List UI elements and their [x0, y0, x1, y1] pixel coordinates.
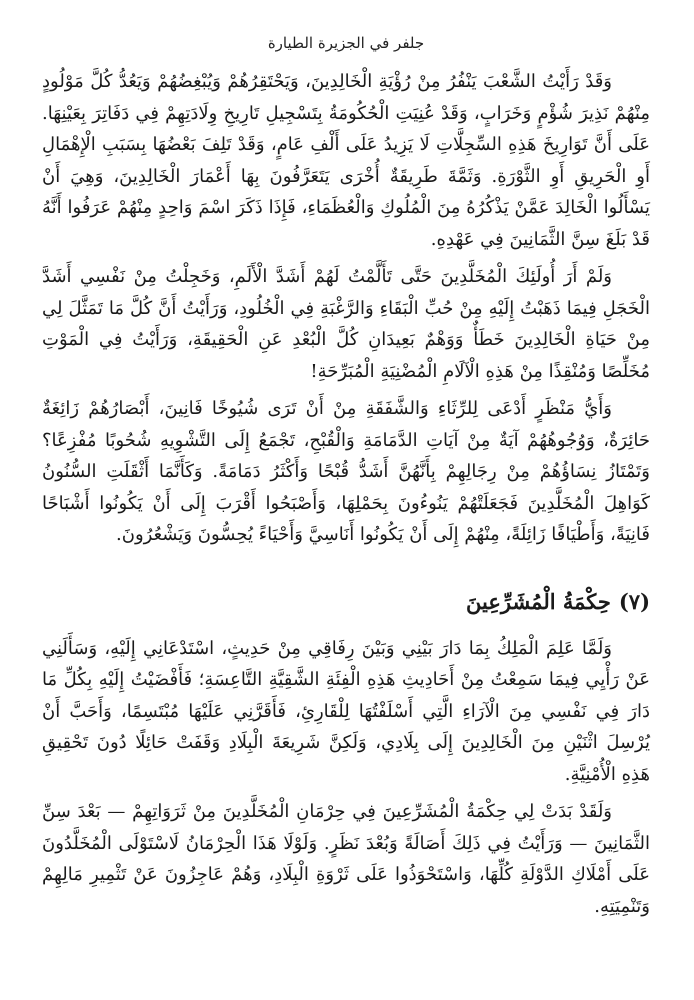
paragraph-3: وَأَيُّ مَنْظَرٍ أَدْعَى لِلرِّثَاءِ وَالشَّفَقَةِ مِنْ أَنْ تَرَى شُيُوخًا فَانِينَ، أَبْصَارُهُمْ زَائِغَةٌ حَائِرَةٌ، وَوُجُوهُهُمْ آيَةٌ مِنْ آيَاتِ الدَّمَامَةِ وَالْقُبْحِ، تَجْمَعُ إِلَى التَّشْوِيهِ شُحُوبًا مُفْزِعًا؟ وَتَمْتَازُ نِسَاؤُهُمْ مِنْ رِجَالِهِمْ بِأَنَّهُنَّ أَشَدُّ قُبْحًا وَأَكْثَرُ دَمَامَةً. وَكَأَنَّمَا أَثْقَلَتِ السُّنُونُ كَوَاهِلَ الْمُخَلَّدِينَ فَجَعَلَتْهُمْ يَنُوءُونَ بِحَمْلِهَا، وَأَصْبَحُوا أَقْرَبَ إِلَى أَنْ يَكُونُوا أَشْبَاحًا فَانِيَةً، وَأَطْيَافًا زَائِلَةً، مِنْهُمْ إِلَى أَنْ يَكُونُوا أَنَاسِيَّ وَأَحْيَاءً يُحِسُّونَ وَيَشْعُرُونَ. — [42, 398, 650, 545]
running-header: جلفر في الجزيرة الطيارة — [267, 34, 425, 52]
section-title: حِكْمَةُ الْمُشَرِّعِينَ — [466, 588, 611, 614]
paragraph-4: وَلَمَّا عَلِمَ الْمَلِكُ بِمَا دَارَ بَيْنِي وَبَيْنَ رِفَاقِي مِنْ حَدِيثٍ، اسْتَدْعَانِي إِلَيْهِ، وَسَأَلَنِي عَنْ رَأْيِي فِيمَا سَمِعْتُ مِنْ أَحَادِيثِ هَذِهِ الْفِئَةِ الشَّقِيَّةِ التَّاعِسَةِ؛ فَأَفْضَيْتُ إِلَيْهِ بِكُلِّ مَا دَارَ فِي نَفْسِي مِنَ الْآرَاءِ الَّتِي أَسْلَفْتُهَا لِلْقَارِئِ، فَأَقَرَّنِي عَلَيْهَا مُبْتَسِمًا، وَأَحَبَّ أَنْ يُرْسِلَ اثْنَيْنِ مِنَ الْخَالِدِينَ إِلَى بِلَادِي، وَلَكِنَّ شَرِيعَةَ الْبِلَادِ وَقَفَتْ حَائِلًا دُونَ تَحْقِيقِ هَذِهِ الْأُمْنِيَّةِ. — [42, 637, 650, 785]
paragraph-2: وَلَمْ أَرَ أُولَئِكَ الْمُخَلَّدِينَ حَتَّى تَأَلَّمْتُ لَهُمْ أَشَدَّ الْأَلَمِ، وَخَجِلْتُ مِنْ نَفْسِي أَشَدَّ الْخَجَلِ فِيمَا ذَهَبْتُ إِلَيْهِ مِنْ حُبِّ الْبَقَاءِ وَالرَّغْبَةِ فِي الْخُلُودِ، وَرَأَيْتُ أَنَّ كُلَّ مَا تَمَثَّلَ لِي مِنْ حَيَاةِ الْخَالِدِينَ خَطَأٌ وَوَهْمٌ بَعِيدَانِ كُلَّ الْبُعْدِ عَنِ الْحَقِيقَةِ، وَرَأَيْتُ فِي الْمَوْتِ مُخَلِّصًا وَمُنْقِذًا مِنْ هَذِهِ الْآلَامِ الْمُضْنِيَةِ الْمُبَرِّحَةِ! — [42, 266, 650, 382]
paragraph-5: وَلَقَدْ بَدَتْ لِي حِكْمَةُ الْمُشَرِّعِينَ فِي حِرْمَانِ الْمُخَلَّدِينَ مِنْ ثَرَوَاتِهِمْ — بَعْدَ سِنِّ الثَّمَانِينَ — وَرَأَيْتُ فِي ذَلِكَ أَصَالَةً وَبُعْدَ نَظَرٍ. وَلَوْلَا هَذَا الْحِرْمَانُ لَاسْتَوْلَى الْمُخَلَّدُونَ عَلَى أَمْلَاكِ الدَّوْلَةِ كُلِّهَا، وَاسْتَحْوَذُوا عَلَى ثَرْوَةِ الْبِلَادِ، وَهُمْ عَاجِزُونَ عَنْ تَثْمِيرِ مَالِهِمْ وَتَنْمِيَتِهِ. — [42, 801, 650, 917]
paragraph-1: وَقَدْ رَأَيْتُ الشَّعْبَ يَنْفُرُ مِنْ رُؤْيَةِ الْخَالِدِينَ، وَيَحْتَقِرُهُمْ وَيُبْغِضُهُمْ وَيَعُدُّ كُلَّ مَوْلُودٍ مِنْهُمْ نَذِيرَ شُؤْمٍ وَخَرَابٍ، وَقَدْ عُنِيَتِ الْحُكُومَةُ بِتَسْجِيلِ تَارِيخِ وِلَادَتِهِمْ فِي دَفَاتِرَ بِعَيْنِهَا. عَلَى أَنَّ تَوَارِيخَ هَذِهِ السِّجِلَّاتِ لَا يَزِيدُ عَلَى أَلْفِ عَامٍ، وَقَدْ تَلِفَ بَعْضُهَا بِسَبَبِ الْإِهْمَالِ أَوِ الْحَرِيقِ أَوِ الثَّوْرَةِ. وَثَمَّةَ طَرِيقَةٌ أُخْرَى يَتَعَرَّفُونَ بِهَا أَعْمَارَ الْخَالِدِينَ، وَهِيَ أَنْ يَسْأَلُوا الْخَالِدَ عَمَّنْ يَذْكُرُهُ مِنَ الْمُلُوكِ وَالْعُظَمَاءِ، فَإِذَا ذَكَرَ اسْمَ وَاحِدٍ مِنْهُمْ عَرَفُوا أَنَّهُ قَدْ بَلَغَ سِنَّ الثَّمَانِينَ فِي عَهْدِهِ. — [42, 71, 650, 250]
section-heading — [42, 587, 650, 617]
section-number: (٧) — [618, 588, 650, 614]
